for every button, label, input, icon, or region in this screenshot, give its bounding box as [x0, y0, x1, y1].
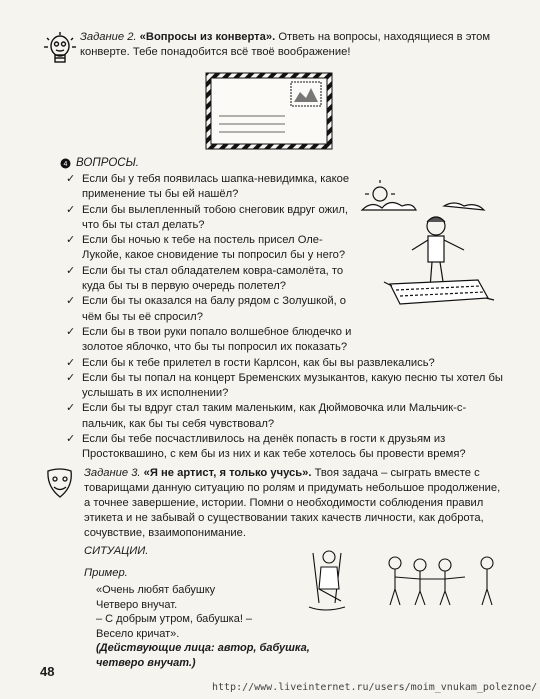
task-2-label: Задание 2.: [80, 31, 137, 43]
task-2-title: «Вопросы из конверта».: [139, 31, 276, 43]
poem-line: – С добрым утром, бабушка! –: [96, 613, 253, 626]
lightbulb-icon: [43, 30, 77, 72]
task-3-title: «Я не артист, я только учусь».: [143, 467, 312, 479]
task-2: [80, 30, 505, 60]
question-item: ✓ Если бы ты попал на концерт Бременских музыкантов, какую песню ты хотел бы услышать в их исполнении?: [66, 371, 506, 402]
question-item: ✓ Если бы тебе посчастливилось на денёк попасть в гости к друзьям из Простоквашино, с кем бы из них и как тебе хотелось бы провести время?: [66, 432, 506, 463]
page-number: 48: [40, 664, 55, 679]
source-watermark: http://www.liveinternet.ru/users/moim_vnukam_poleznoe/: [212, 682, 538, 693]
question-item: ✓ Если бы ты вдруг стал таким маленьким, как Дюймовочка или Мальчик-с-пальчик, как бы ты себя чувствовал?: [66, 401, 506, 432]
envelope-illustration: [205, 72, 333, 150]
boy-on-carpet-illustration: [360, 180, 500, 320]
situations-heading: СИТУАЦИИ.: [84, 545, 149, 557]
questions-heading: ВОПРОСЫ.: [76, 157, 140, 169]
example-poem: [96, 583, 316, 671]
grandma-and-grandchildren-illustration: [305, 543, 505, 613]
question-item: ✓ Если бы ты стал обладателем ковра-самолёта, то куда бы ты в первую очередь полетел?: [66, 264, 362, 295]
roles-line: (Действующие лица: автор, бабушка, четверо внучат.): [96, 642, 310, 669]
task-3-text: Твоя задача – сыграть вместе с товарищами данную ситуацию по ролям и придумать небольшое продолжение, а точнее завершение, истории. Помни о необходимости соблюдения правил этикета и не забывай о существовании таких качеств личности, как доброта, сочувствие, взаимопонимание.: [84, 467, 501, 539]
question-item: ✓ Если бы ночью к тебе на постель присел Оле-Лукойе, какое сновидение ты попросил бы у него?: [66, 233, 362, 264]
task-2-text: Ответь на вопросы, находящиеся в этом конверте. Тебе понадобится всё твоё воображение!: [80, 31, 491, 58]
question-item: ✓ Если бы в твои руки попало волшебное блюдечко и золотое яблочко, что бы ты попросил их показать?: [66, 325, 362, 356]
svg-text:4: 4: [63, 161, 68, 168]
bullet-icon: [60, 158, 71, 169]
question-item: ✓ Если бы ты оказался на балу рядом с Золушкой, о чём бы ты её спросил?: [66, 294, 362, 325]
poem-line: Весело кричат».: [96, 627, 180, 640]
question-item: ✓ Если бы к тебе прилетел в гости Карлсон, как бы вы развлекались?: [66, 356, 506, 371]
task-3-label: Задание 3.: [84, 467, 141, 479]
question-item: ✓ Если бы у тебя появилась шапка-невидимка, какое применение ты бы ей нашёл?: [66, 172, 362, 203]
poem-line: Четверо внучат.: [96, 598, 178, 611]
example-label: Пример.: [84, 567, 128, 579]
question-item: ✓ Если бы вылепленный тобою снеговик вдруг ожил, что бы ты стал делать?: [66, 203, 362, 234]
theatre-masks-icon: [45, 467, 75, 501]
task-3: [84, 466, 504, 541]
poem-line: «Очень любят бабушку: [96, 584, 216, 596]
